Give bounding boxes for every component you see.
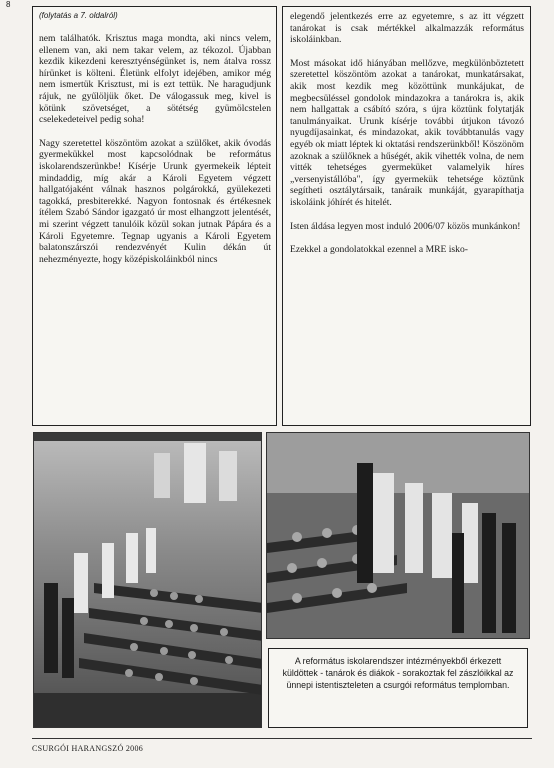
paragraph: Ezekkel a gondolatokkal ezennel a MRE isko-: [290, 244, 468, 256]
paragraph: elegendő jelentkezés erre az egyetemre, s az itt végzett tanárokat is csak mértékkel alkalmazzák református iskoláinkban.: [290, 11, 524, 46]
church-interior-photo: [33, 432, 262, 728]
continuation-note: (folytatás a 7. oldalról): [39, 11, 118, 20]
flag-bearers-photo: [266, 432, 530, 639]
photo-caption: A református iskolarendszer intézményekből érkezett küldöttek - tanárok és diákok - sorakoztak fel zászlóikkal az ünnepi istentiszteleten a csurgói református templomban.: [268, 648, 528, 728]
paragraph: Isten áldása legyen most induló 2006/07 közös munkánkon!: [290, 220, 521, 232]
paragraph: Most másokat idő hiányában mellőzve, megkülönböztetett szeretettel köszöntöm azokat a tanárokat, munkatársakat, akik most kezdik meg közöttünk munkájukat, de megbecsüléssel gondolok mindazokra a tanárokra is, akik nem hallgattak a csábító szóra, s újra köztünk folytatják tanulmányaikat. Urunk kísérje további útjukon távozó nyugdíjasainkat, és mindazokat, akik továbbtanulás vagy egyéb ok miatt léptek ki oktatási rendszerünkből! Köszönöm azoknak a szülőknek a hűségét, akik vihették volna, de nem vitték tehetséges gyermeküket valamelyik híres „versenyistállóba", így gyermekük tehetsége köztünk segítheti osztálytársaik, tanáraik munkáját, gyarapíthatja iskoláink jóhírét és hitelét.: [290, 57, 524, 208]
left-column: [32, 6, 277, 426]
paragraph: Nagy szeretettel köszöntöm azokat a szülőket, akik óvodás gyermekükkel most kapcsolódnak be református iskolarendszerünkbe! Kísérje Urunk gyermekeik lépteit mindaddig, míg akár a Károli Egyetem végzett hallgatójaként válnak hasznos polgárokká, gyülekezeti tagokká, presbiterekké. Nagyon fontosnak és értékesnek ítélem Szabó Sándor igazgató úr most elhangzott jelentését, mi szerint végzett tanulóik közül sokan jutnak Pápára és a Károli Egyetemre. Tegnap ugyanis a Károli Egyetem balatonszárszói rendezvényét Kulin dékán út nehezményezte, hogy középiskoláinkból nincs: [39, 137, 271, 265]
footer-divider: [32, 738, 532, 739]
right-column: [282, 6, 531, 426]
footer-title: CSURGÓI HARANGSZÓ 2006: [32, 744, 144, 753]
page-number: 8: [6, 0, 11, 9]
paragraph: nem találhatók. Krisztus maga mondta, aki nincs velem, ellenem van, aki nem takar velem, az tékozol. Újabban kezdik kikezdeni keresztyénségünket is, nem átalva rossz hírünket is költeni. Életünk elfolyt idejében, amikor még nem ismertük Krisztust, mi is ezt tettük. Ne haragudjunk rájuk, ne gyűlöljük őket. De válogassuk meg, kivel is kötünk szövetséget, a sötétség gyümölcstelen cselekedeteivel pedig soha!: [39, 33, 271, 126]
